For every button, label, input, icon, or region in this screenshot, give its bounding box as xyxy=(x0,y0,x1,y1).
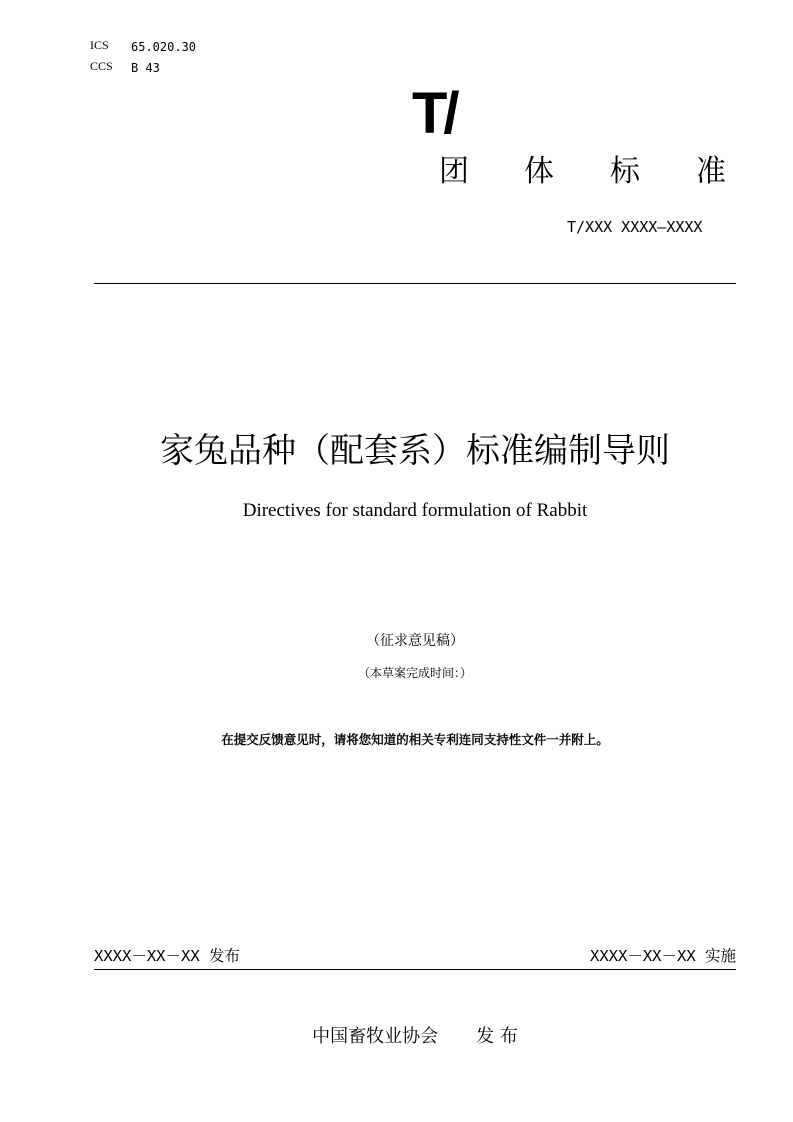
ccs-code: B 43 xyxy=(131,61,160,75)
header-divider xyxy=(94,283,736,284)
publisher-name: 中国畜牧业协会 xyxy=(312,1026,439,1047)
implement-date: XXXX－XX－XX 实施 xyxy=(590,947,736,965)
publisher-line xyxy=(0,1024,793,1050)
ics-label: ICS xyxy=(90,38,109,52)
ccs-label: CCS xyxy=(90,59,113,73)
standard-mark: T/ xyxy=(412,81,456,146)
title-chinese: 家兔品种（配套系）标准编制导则 xyxy=(160,431,670,471)
publish-date: XXXX－XX－XX 发布 xyxy=(94,947,240,965)
publisher-action: 发 布 xyxy=(476,1026,518,1047)
patent-notice: 在提交反馈意见时，请将您知道的相关专利连同支持性文件一并附上。 xyxy=(221,732,609,747)
standard-type-char-1: 团 xyxy=(439,154,469,189)
standard-type-char-3: 标 xyxy=(610,154,640,189)
title-english: Directives for standard formulation of Rabbit xyxy=(242,500,588,521)
standard-type-char-2: 体 xyxy=(524,154,554,189)
draft-completion-time: （本草案完成时间：） xyxy=(357,666,472,680)
standard-type-char-4: 准 xyxy=(696,154,726,189)
draft-label: （征求意见稿） xyxy=(366,633,464,649)
ics-code: 65.020.30 xyxy=(131,40,197,54)
standard-number: T/XXX XXXX—XXXX xyxy=(567,218,703,236)
footer-divider xyxy=(94,969,736,970)
